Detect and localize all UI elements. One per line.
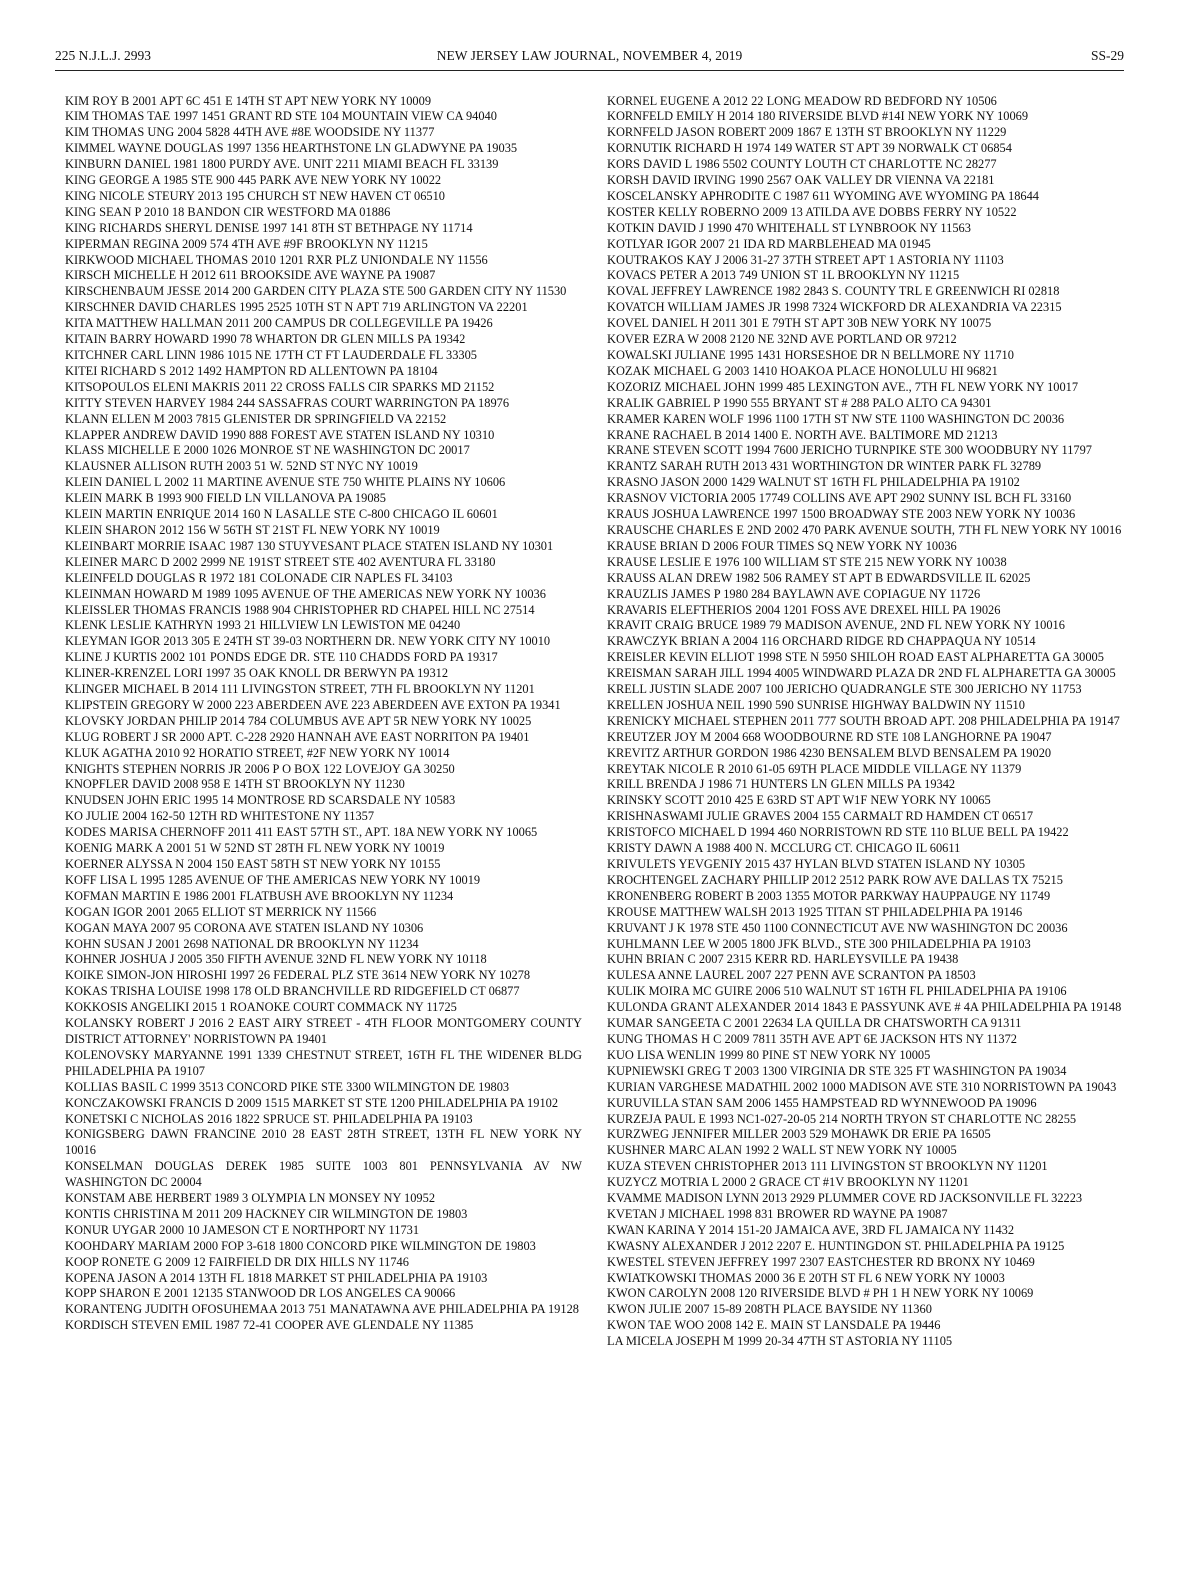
attorney-entry: KLEYMAN IGOR 2013 305 E 24TH ST 39-03 NORTHERN DR. NEW YORK CITY NY 10010 — [65, 634, 551, 649]
attorney-entry: KULONDA GRANT ALEXANDER 2014 1843 E PASSYUNK AVE # 4A PHILADELPHIA PA 19148 — [607, 1000, 1122, 1015]
attorney-entry: KRAUZLIS JAMES P 1980 284 BAYLAWN AVE COPIAGUE NY 11726 — [607, 586, 981, 601]
attorney-entry: KRELLEN JOSHUA NEIL 1990 590 SUNRISE HIGHWAY BALDWIN NY 11510 — [607, 697, 1025, 712]
attorney-entry: KOIKE SIMON-JON HIROSHI 1997 26 FEDERAL PLZ STE 3614 NEW YORK NY 10278 — [65, 968, 531, 983]
attorney-entry: KOVEL DANIEL H 2011 301 E 79TH ST APT 30B NEW YORK NY 10075 — [607, 316, 992, 331]
attorney-entry: KOLENOVSKY MARYANNE 1991 1339 CHESTNUT STREET, 16TH FL THE WIDENER BLDG PHILADELPHIA PA 19107 — [65, 1047, 582, 1078]
attorney-entry: KIPERMAN REGINA 2009 574 4TH AVE #9F BROOKLYN NY 11215 — [65, 236, 428, 251]
attorney-entry: KIRSCH MICHELLE H 2012 611 BROOKSIDE AVE WAYNE PA 19087 — [65, 268, 436, 283]
attorney-entry: KLEIN MARTIN ENRIQUE 2014 160 N LASALLE STE C-800 CHICAGO IL 60601 — [65, 507, 498, 522]
attorney-entry: KREYTAK NICOLE R 2010 61-05 69TH PLACE MIDDLE VILLAGE NY 11379 — [607, 761, 1022, 776]
attorney-entry: KINBURN DANIEL 1981 1800 PURDY AVE. UNIT 2211 MIAMI BEACH FL 33139 — [65, 157, 499, 172]
attorney-entry: KRANE STEVEN SCOTT 1994 7600 JERICHO TURNPIKE STE 300 WOODBURY NY 11797 — [607, 443, 1092, 458]
attorney-entry: KOVACS PETER A 2013 749 UNION ST 1L BROOKLYN NY 11215 — [607, 268, 960, 283]
publication-title: NEW JERSEY LAW JOURNAL, NOVEMBER 4, 2019 — [436, 48, 743, 63]
attorney-entry: KURIAN VARGHESE MADATHIL 2002 1000 MADISON AVE STE 310 NORRISTOWN PA 19043 — [607, 1079, 1117, 1094]
attorney-entry: KOPENA JASON A 2014 13TH FL 1818 MARKET ST PHILADELPHIA PA 19103 — [65, 1270, 488, 1285]
attorney-entry: KING NICOLE STEURY 2013 195 CHURCH ST NEW HAVEN CT 06510 — [65, 188, 445, 203]
attorney-entry: KOOP RONETE G 2009 12 FAIRFIELD DR DIX HILLS NY 11746 — [65, 1254, 409, 1269]
attorney-entry: KODES MARISA CHERNOFF 2011 411 EAST 57TH ST., APT. 18A NEW YORK NY 10065 — [65, 825, 538, 840]
attorney-entry: KO JULIE 2004 162-50 12TH RD WHITESTONE NY 11357 — [65, 809, 375, 824]
attorney-entry: KUHN BRIAN C 2007 2315 KERR RD. HARLEYSVILLE PA 19438 — [607, 952, 959, 967]
attorney-entry: KONTIS CHRISTINA M 2011 209 HACKNEY CIR WILMINGTON DE 19803 — [65, 1206, 468, 1221]
attorney-entry: KOSTER KELLY ROBERNO 2009 13 ATILDA AVE DOBBS FERRY NY 10522 — [607, 204, 1017, 219]
attorney-entry: KOERNER ALYSSA N 2004 150 EAST 58TH ST NEW YORK NY 10155 — [65, 857, 441, 871]
attorney-entry: KORS DAVID L 1986 5502 COUNTY LOUTH CT CHARLOTTE NC 28277 — [607, 157, 997, 172]
attorney-entry: KOLANSKY ROBERT J 2016 2 EAST AIRY STREET - 4TH FLOOR MONTGOMERY COUNTY DISTRICT ATTORNEY' NORRISTOWN PA 19401 — [65, 1016, 582, 1046]
attorney-entry: KOVATCH WILLIAM JAMES JR 1998 7324 WICKFORD DR ALEXANDRIA VA 22315 — [607, 300, 1062, 315]
attorney-entry: KORNEL EUGENE A 2012 22 LONG MEADOW RD BEDFORD NY 10506 — [607, 93, 997, 108]
attorney-entry: KOUTRAKOS KAY J 2006 31-27 37TH STREET APT 1 ASTORIA NY 11103 — [607, 252, 1004, 267]
attorney-entry: KRAUSE BRIAN D 2006 FOUR TIMES SQ NEW YORK NY 10036 — [607, 538, 957, 553]
attorney-entry: KOFF LISA L 1995 1285 AVENUE OF THE AMERICAS NEW YORK NY 10019 — [65, 872, 481, 887]
attorney-entry: KRAVARIS ELEFTHERIOS 2004 1201 FOSS AVE DREXEL HILL PA 19026 — [607, 602, 1001, 617]
attorney-entry: KRASNO JASON 2000 1429 WALNUT ST 16TH FL PHILADELPHIA PA 19102 — [607, 475, 1020, 490]
attorney-entry: KUNG THOMAS H C 2009 7811 35TH AVE APT 6E JACKSON HTS NY 11372 — [607, 1031, 1017, 1046]
attorney-entry: KIM THOMAS TAE 1997 1451 GRANT RD STE 104 MOUNTAIN VIEW CA 94040 — [65, 109, 497, 124]
page-number: SS-29 — [1090, 48, 1124, 63]
attorney-entry: KLEINFELD DOUGLAS R 1972 181 COLONADE CIR NAPLES FL 34103 — [65, 570, 453, 585]
attorney-entry: KONETSKI C NICHOLAS 2016 1822 SPRUCE ST. PHILADELPHIA PA 19103 — [65, 1111, 473, 1126]
attorney-entry: KORNUTIK RICHARD H 1974 149 WATER ST APT 39 NORWALK CT 06854 — [607, 141, 1012, 156]
attorney-entry: KOZAK MICHAEL G 2003 1410 HOAKOA PLACE HONOLULU HI 96821 — [607, 363, 998, 378]
attorney-entry: KROUSE MATTHEW WALSH 2013 1925 TITAN ST PHILADELPHIA PA 19146 — [607, 904, 1023, 919]
attorney-entry: KRAUSCHE CHARLES E 2ND 2002 470 PARK AVENUE SOUTH, 7TH FL NEW YORK NY 10016 — [607, 522, 1122, 537]
attorney-entry: KWON JULIE 2007 15-89 208TH PLACE BAYSIDE NY 11360 — [607, 1302, 932, 1317]
attorney-entry: KONSTAM ABE HERBERT 1989 3 OLYMPIA LN MONSEY NY 10952 — [65, 1191, 436, 1206]
attorney-entry: KREVITZ ARTHUR GORDON 1986 4230 BENSALEM BLVD BENSALEM PA 19020 — [607, 745, 1052, 760]
attorney-entry: KIM ROY B 2001 APT 6C 451 E 14TH ST APT NEW YORK NY 10009 — [65, 93, 432, 108]
attorney-entry: KLEINER MARC D 2002 2999 NE 191ST STREET STE 402 AVENTURA FL 33180 — [65, 554, 496, 569]
attorney-entry: KUHLMANN LEE W 2005 1800 JFK BLVD., STE 300 PHILADELPHIA PA 19103 — [607, 936, 1031, 951]
attorney-entry: KRONENBERG ROBERT B 2003 1355 MOTOR PARKWAY HAUPPAUGE NY 11749 — [607, 888, 1051, 903]
attorney-entry: KVETAN J MICHAEL 1998 831 BROWER RD WAYNE PA 19087 — [607, 1206, 948, 1221]
attorney-entry: KOKKOSIS ANGELIKI 2015 1 ROANOKE COURT COMMACK NY 11725 — [65, 1000, 457, 1015]
attorney-entry: KOGAN MAYA 2007 95 CORONA AVE STATEN ISLAND NY 10306 — [65, 920, 424, 935]
attorney-entry: KORNFELD EMILY H 2014 180 RIVERSIDE BLVD #14I NEW YORK NY 10069 — [607, 109, 1029, 124]
attorney-entry: KLEIN MARK B 1993 900 FIELD LN VILLANOVA PA 19085 — [65, 491, 386, 506]
attorney-entry: KLINER-KRENZEL LORI 1997 35 OAK KNOLL DR BERWYN PA 19312 — [65, 666, 449, 681]
attorney-entry: KIRSCHENBAUM JESSE 2014 200 GARDEN CITY PLAZA STE 500 GARDEN CITY NY 11530 — [65, 284, 567, 299]
attorney-entry: KRAUS JOSHUA LAWRENCE 1997 1500 BROADWAY STE 2003 NEW YORK NY 10036 — [607, 507, 1076, 522]
attorney-entry: KITCHNER CARL LINN 1986 1015 NE 17TH CT FT LAUDERDALE FL 33305 — [65, 348, 477, 362]
attorney-entry: KWAN KARINA Y 2014 151-20 JAMAICA AVE, 3RD FL JAMAICA NY 11432 — [607, 1222, 1015, 1237]
attorney-entry: KLEIN SHARON 2012 156 W 56TH ST 21ST FL NEW YORK NY 10019 — [65, 522, 440, 537]
attorney-entry: KREUTZER JOY M 2004 668 WOODBOURNE RD STE 108 LANGHORNE PA 19047 — [607, 729, 1052, 744]
attorney-entry: KUZYCZ MOTRIA L 2000 2 GRACE CT #1V BROOKLYN NY 11201 — [607, 1175, 969, 1190]
attorney-entry: KOGAN IGOR 2001 2065 ELLIOT ST MERRICK NY 11566 — [65, 904, 377, 919]
attorney-entry: KRIVULETS YEVGENIY 2015 437 HYLAN BLVD STATEN ISLAND NY 10305 — [607, 857, 1026, 871]
attorney-entry: KRAMER KAREN WOLF 1996 1100 17TH ST NW STE 1100 WASHINGTON DC 20036 — [607, 411, 1065, 426]
attorney-entry: KLENK LESLIE KATHRYN 1993 21 HILLVIEW LN LEWISTON ME 04240 — [65, 618, 461, 633]
attorney-entry: KOWALSKI JULIANE 1995 1431 HORSESHOE DR N BELLMORE NY 11710 — [607, 348, 1014, 362]
attorney-entry: KVAMME MADISON LYNN 2013 2929 PLUMMER COVE RD JACKSONVILLE FL 32223 — [607, 1191, 1083, 1206]
attorney-entry: KWON TAE WOO 2008 142 E. MAIN ST LANSDALE PA 19446 — [607, 1318, 941, 1333]
attorney-entry: KRISTY DAWN A 1988 400 N. MCCLURG CT. CHICAGO IL 60611 — [607, 841, 961, 856]
attorney-entry: KOVER EZRA W 2008 2120 NE 32ND AVE PORTLAND OR 97212 — [607, 332, 957, 347]
attorney-entry: KRINSKY SCOTT 2010 425 E 63RD ST APT W1F NEW YORK NY 10065 — [607, 793, 991, 808]
attorney-entry: KIMMEL WAYNE DOUGLAS 1997 1356 HEARTHSTONE LN GLADWYNE PA 19035 — [65, 141, 518, 156]
attorney-entry: KURZWEG JENNIFER MILLER 2003 529 MOHAWK DR ERIE PA 16505 — [607, 1127, 991, 1142]
attorney-entry: KWON CAROLYN 2008 120 RIVERSIDE BLVD # PH 1 H NEW YORK NY 10069 — [607, 1286, 1034, 1301]
attorney-entry: KULESA ANNE LAUREL 2007 227 PENN AVE SCRANTON PA 18503 — [607, 968, 976, 983]
attorney-entry: KITSOPOULOS ELENI MAKRIS 2011 22 CROSS FALLS CIR SPARKS MD 21152 — [65, 379, 495, 394]
attorney-entry: KORNFELD JASON ROBERT 2009 1867 E 13TH ST BROOKLYN NY 11229 — [607, 125, 1007, 140]
attorney-entry: KLOVSKY JORDAN PHILIP 2014 784 COLUMBUS AVE APT 5R NEW YORK NY 10025 — [65, 713, 532, 728]
attorney-entry: KLAUSNER ALLISON RUTH 2003 51 W. 52ND ST NYC NY 10019 — [65, 459, 418, 474]
attorney-entry: KURZEJA PAUL E 1993 NC1-027-20-05 214 NORTH TRYON ST CHARLOTTE NC 28255 — [607, 1111, 1077, 1126]
attorney-entry: KREISMAN SARAH JILL 1994 4005 WINDWARD PLAZA DR 2ND FL ALPHARETTA GA 30005 — [607, 666, 1116, 681]
attorney-entry: KOKAS TRISHA LOUISE 1998 178 OLD BRANCHVILLE RD RIDGEFIELD CT 06877 — [65, 984, 520, 999]
page-header — [55, 48, 1124, 71]
attorney-entry: KOHNER JOSHUA J 2005 350 FIFTH AVENUE 32ND FL NEW YORK NY 10118 — [65, 952, 487, 967]
attorney-entry: LA MICELA JOSEPH M 1999 20-34 47TH ST ASTORIA NY 11105 — [607, 1334, 953, 1349]
attorney-entry: KOHN SUSAN J 2001 2698 NATIONAL DR BROOKLYN NY 11234 — [65, 936, 419, 951]
attorney-entry: KONIGSBERG DAWN FRANCINE 2010 28 EAST 28TH STREET, 13TH FL NEW YORK NY 10016 — [65, 1127, 582, 1158]
attorney-entry: KOTLYAR IGOR 2007 21 IDA RD MARBLEHEAD MA 01945 — [607, 236, 931, 251]
attorney-entry: KUO LISA WENLIN 1999 80 PINE ST NEW YORK NY 10005 — [607, 1047, 931, 1062]
attorney-entry: KORANTENG JUDITH OFOSUHEMAA 2013 751 MANATAWNA AVE PHILADELPHIA PA 19128 — [65, 1302, 579, 1317]
volume-citation: 225 N.J.L.J. 2993 — [55, 48, 152, 63]
attorney-entry: KING GEORGE A 1985 STE 900 445 PARK AVE NEW YORK NY 10022 — [65, 173, 442, 188]
attorney-entry: KIRSCHNER DAVID CHARLES 1995 2525 10TH ST N APT 719 ARLINGTON VA 22201 — [65, 300, 528, 315]
attorney-entry: KOPP SHARON E 2001 12135 STANWOOD DR LOS ANGELES CA 90066 — [65, 1286, 456, 1301]
attorney-entry: KROCHTENGEL ZACHARY PHILLIP 2012 2512 PARK ROW AVE DALLAS TX 75215 — [607, 872, 1063, 887]
attorney-entry: KUSHNER MARC ALAN 1992 2 WALL ST NEW YORK NY 10005 — [607, 1143, 957, 1158]
attorney-entry: KWIATKOWSKI THOMAS 2000 36 E 20TH ST FL 6 NEW YORK NY 10003 — [607, 1270, 1005, 1285]
attorney-entry: KIM THOMAS UNG 2004 5828 44TH AVE #8E WOODSIDE NY 11377 — [65, 125, 435, 140]
attorney-entry: KOFMAN MARTIN E 1986 2001 FLATBUSH AVE BROOKLYN NY 11234 — [65, 888, 454, 903]
attorney-entry: KLUK AGATHA 2010 92 HORATIO STREET, #2F NEW YORK NY 10014 — [65, 745, 450, 760]
attorney-entry: KRASNOV VICTORIA 2005 17749 COLLINS AVE APT 2902 SUNNY ISL BCH FL 33160 — [607, 491, 1072, 506]
attorney-entry: KIRKWOOD MICHAEL THOMAS 2010 1201 RXR PLZ UNIONDALE NY 11556 — [65, 252, 488, 267]
attorney-entry: KING RICHARDS SHERYL DENISE 1997 141 8TH ST BETHPAGE NY 11714 — [65, 220, 473, 235]
attorney-entry: KRANE RACHAEL B 2014 1400 E. NORTH AVE. BALTIMORE MD 21213 — [607, 427, 998, 442]
attorney-entry: KNUDSEN JOHN ERIC 1995 14 MONTROSE RD SCARSDALE NY 10583 — [65, 793, 456, 808]
attorney-entry: KOTKIN DAVID J 1990 470 WHITEHALL ST LYNBROOK NY 11563 — [607, 220, 971, 235]
attorney-entry: KOVAL JEFFREY LAWRENCE 1982 2843 S. COUNTY TRL E GREENWICH RI 02818 — [607, 284, 1060, 299]
attorney-entry: KITTY STEVEN HARVEY 1984 244 SASSAFRAS COURT WARRINGTON PA 18976 — [65, 395, 510, 410]
attorney-entry: KLEIN DANIEL L 2002 11 MARTINE AVENUE STE 750 WHITE PLAINS NY 10606 — [65, 475, 506, 490]
attorney-entry: KREISLER KEVIN ELLIOT 1998 STE N 5950 SHILOH ROAD EAST ALPHARETTA GA 30005 — [607, 650, 1104, 665]
attorney-entry: KOOHDARY MARIAM 2000 FOP 3-618 1800 CONCORD PIKE WILMINGTON DE 19803 — [65, 1238, 536, 1253]
attorney-entry: KRISHNASWAMI JULIE GRAVES 2004 155 CARMALT RD HAMDEN CT 06517 — [607, 809, 1034, 824]
attorney-entry: KLEINBART MORRIE ISAAC 1987 130 STUYVESANT PLACE STATEN ISLAND NY 10301 — [65, 538, 554, 553]
attorney-entry: KUPNIEWSKI GREG T 2003 1300 VIRGINIA DR STE 325 FT WASHINGTON PA 19034 — [607, 1063, 1067, 1078]
attorney-entry: KRAWCZYK BRIAN A 2004 116 ORCHARD RIDGE RD CHAPPAQUA NY 10514 — [607, 634, 1036, 649]
attorney-entry: KLUG ROBERT J SR 2000 APT. C-228 2920 HANNAH AVE EAST NORRITON PA 19401 — [65, 729, 530, 744]
attorney-entry: KLAPPER ANDREW DAVID 1990 888 FOREST AVE STATEN ISLAND NY 10310 — [65, 427, 495, 442]
attorney-entry: KLIPSTEIN GREGORY W 2000 223 ABERDEEN AVE 223 ABERDEEN AVE EXTON PA 19341 — [65, 697, 561, 712]
attorney-entry: KOSCELANSKY APHRODITE C 1987 611 WYOMING AVE WYOMING PA 18644 — [607, 188, 1039, 203]
attorney-entry: KRALIK GABRIEL P 1990 555 BRYANT ST # 288 PALO ALTO CA 94301 — [607, 395, 992, 410]
attorney-entry: KULIK MOIRA MC GUIRE 2006 510 WALNUT ST 16TH FL PHILADELPHIA PA 19106 — [607, 984, 1067, 999]
attorney-entry: KRANTZ SARAH RUTH 2013 431 WORTHINGTON DR WINTER PARK FL 32789 — [607, 459, 1042, 474]
attorney-entry: KRAVIT CRAIG BRUCE 1989 79 MADISON AVENUE, 2ND FL NEW YORK NY 10016 — [607, 618, 1065, 633]
attorney-entry: KRILL BRENDA J 1986 71 HUNTERS LN GLEN MILLS PA 19342 — [607, 777, 956, 792]
attorney-entry: KOLLIAS BASIL C 1999 3513 CONCORD PIKE STE 3300 WILMINGTON DE 19803 — [65, 1079, 510, 1094]
attorney-entry: KLINE J KURTIS 2002 101 PONDS EDGE DR. STE 110 CHADDS FORD PA 19317 — [65, 650, 498, 665]
attorney-entry: KLANN ELLEN M 2003 7815 GLENISTER DR SPRINGFIELD VA 22152 — [65, 411, 447, 426]
attorney-entry: KRAUSE LESLIE E 1976 100 WILLIAM ST STE 215 NEW YORK NY 10038 — [607, 554, 1007, 569]
right-column — [607, 94, 1124, 1351]
attorney-entry: KLASS MICHELLE E 2000 1026 MONROE ST NE WASHINGTON DC 20017 — [65, 443, 470, 458]
attorney-entry: KRAUSS ALAN DREW 1982 506 RAMEY ST APT B EDWARDSVILLE IL 62025 — [607, 570, 1031, 585]
attorney-entry: KLEINMAN HOWARD M 1989 1095 AVENUE OF THE AMERICAS NEW YORK NY 10036 — [65, 586, 546, 601]
attorney-entry: KNIGHTS STEPHEN NORRIS JR 2006 P O BOX 122 LOVEJOY GA 30250 — [65, 761, 455, 776]
attorney-entry: KNOPFLER DAVID 2008 958 E 14TH ST BROOKLYN NY 11230 — [65, 777, 405, 792]
attorney-entry: KRUVANT J K 1978 STE 450 1100 CONNECTICUT AVE NW WASHINGTON DC 20036 — [607, 920, 1068, 935]
attorney-entry: KITAIN BARRY HOWARD 1990 78 WHARTON DR GLEN MILLS PA 19342 — [65, 332, 466, 347]
attorney-entry: KORSH DAVID IRVING 1990 2567 OAK VALLEY DR VIENNA VA 22181 — [607, 173, 995, 188]
attorney-entry: KLEISSLER THOMAS FRANCIS 1988 904 CHRISTOPHER RD CHAPEL HILL NC 27514 — [65, 602, 535, 617]
attorney-entry: KOENIG MARK A 2001 51 W 52ND ST 28TH FL NEW YORK NY 10019 — [65, 841, 445, 856]
attorney-entry: KUMAR SANGEETA C 2001 22634 LA QUILLA DR CHATSWORTH CA 91311 — [607, 1016, 1022, 1031]
attorney-entry: KONUR UYGAR 2000 10 JAMESON CT E NORTHPORT NY 11731 — [65, 1222, 420, 1237]
attorney-entry: KOZORIZ MICHAEL JOHN 1999 485 LEXINGTON AVE., 7TH FL NEW YORK NY 10017 — [607, 379, 1079, 394]
attorney-entry: KRISTOFCO MICHAEL D 1994 460 NORRISTOWN RD STE 110 BLUE BELL PA 19422 — [607, 825, 1069, 840]
attorney-entry: KURUVILLA STAN SAM 2006 1455 HAMPSTEAD RD WYNNEWOOD PA 19096 — [607, 1095, 1037, 1110]
attorney-entry: KLINGER MICHAEL B 2014 111 LIVINGSTON STREET, 7TH FL BROOKLYN NY 11201 — [65, 682, 535, 697]
attorney-entry: KONSELMAN DOUGLAS DEREK 1985 SUITE 1003 801 PENNSYLVANIA AV NW WASHINGTON DC 20004 — [65, 1159, 582, 1190]
attorney-entry: KORDISCH STEVEN EMIL 1987 72-41 COOPER AVE GLENDALE NY 11385 — [65, 1318, 474, 1333]
attorney-entry: KWASNY ALEXANDER J 2012 2207 E. HUNTINGDON ST. PHILADELPHIA PA 19125 — [607, 1238, 1065, 1253]
attorney-entry: KITA MATTHEW HALLMAN 2011 200 CAMPUS DR COLLEGEVILLE PA 19426 — [65, 316, 493, 331]
attorney-entry: KONCZAKOWSKI FRANCIS D 2009 1515 MARKET ST STE 1200 PHILADELPHIA PA 19102 — [65, 1095, 559, 1110]
left-column — [65, 94, 582, 1335]
attorney-entry: KRELL JUSTIN SLADE 2007 100 JERICHO QUADRANGLE STE 300 JERICHO NY 11753 — [607, 682, 1082, 697]
attorney-entry: KUZA STEVEN CHRISTOPHER 2013 111 LIVINGSTON ST BROOKLYN NY 11201 — [607, 1159, 1048, 1174]
attorney-entry: KWESTEL STEVEN JEFFREY 1997 2307 EASTCHESTER RD BRONX NY 10469 — [607, 1254, 1035, 1269]
attorney-entry: KITEI RICHARD S 2012 1492 HAMPTON RD ALLENTOWN PA 18104 — [65, 363, 438, 378]
attorney-entry: KING SEAN P 2010 18 BANDON CIR WESTFORD MA 01886 — [65, 204, 391, 219]
attorney-entry: KRENICKY MICHAEL STEPHEN 2011 777 SOUTH BROAD APT. 208 PHILADELPHIA PA 19147 — [607, 713, 1120, 728]
